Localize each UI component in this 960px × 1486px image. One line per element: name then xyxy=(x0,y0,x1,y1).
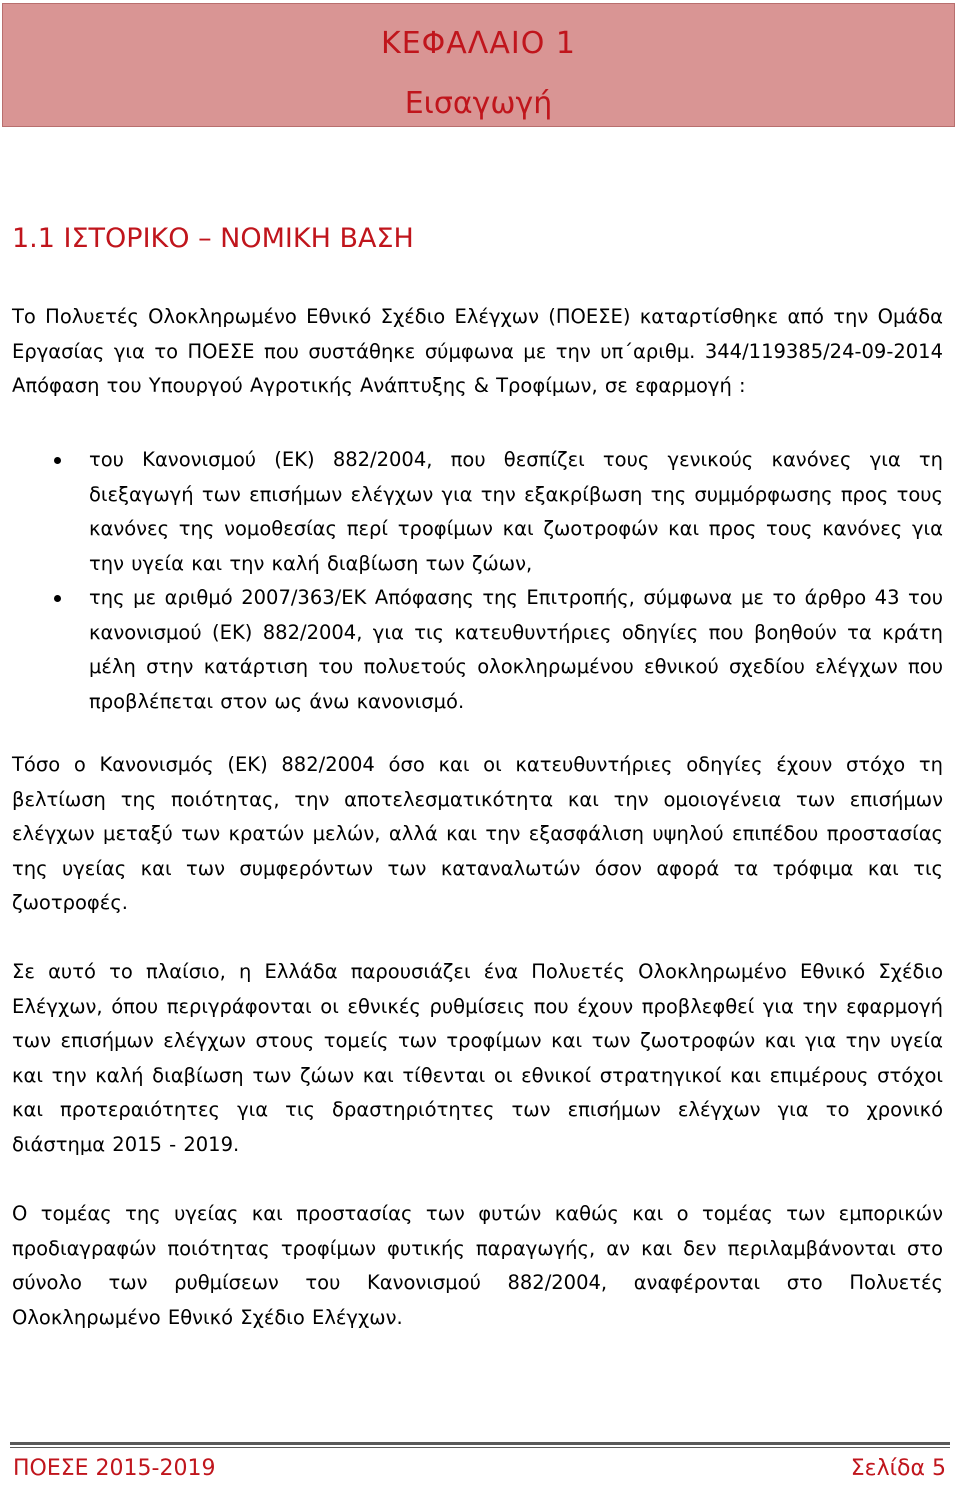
paragraph-framework: Σε αυτό το πλαίσιο, η Ελλάδα παρουσιάζει ένα Πολυετές Ολοκληρωμένο Εθνικό Σχέδιο Ελέγχων, όπου περιγράφονται οι εθνικές ρυθμίσεις που έχουν προβλεφθεί για την εφαρμογή των επισήμων ελέγχων στους τομείς των τροφίμων και των ζωοτροφών και για την υγεία και την καλή διαβίωση των ζώων και τίθενται οι εθνικοί στρατηγικοί και επιμέρους στόχοι και προτεραιότητες για τις δραστηριότητες των επισήμων ελέγχων για το χρονικό διάστημα 2015 - 2019. xyxy=(12,960,943,1156)
footer-document-title: ΠΟΕΣΕ 2015-2019 xyxy=(13,1456,216,1481)
bullet-item xyxy=(12,443,943,581)
footer-page-number: Σελίδα 5 xyxy=(850,1456,946,1481)
paragraph-plant-health: Ο τομέας της υγείας και προστασίας των φυτών καθώς και ο τομέας των εμπορικών προδιαγραφών ποιότητας τροφίμων φυτικής παραγωγής, αν και δεν περιλαμβάνονται στο σύνολο των ρυθμίσεων του Κανονισμού 882/2004, αναφέρονται στο Πολυετές Ολοκληρωμένο Εθνικό Σχέδιο Ελέγχων. xyxy=(12,1202,943,1329)
paragraph-intro: Το Πολυετές Ολοκληρωμένο Εθνικό Σχέδιο Ελέγχων (ΠΟΕΣΕ) καταρτίσθηκε από την Ομάδα Εργασίας για το ΠΟΕΣΕ που συστάθηκε σύμφωνα με την υπ΄αριθμ. 344/119385/24-09-2014 Απόφαση του Υπουργού Αγροτικής Ανάπτυξης & Τροφίμων, σε εφαρμογή : xyxy=(12,305,943,397)
bullet-list xyxy=(12,443,943,719)
bullet-text: της με αριθμό 2007/363/ΕΚ Απόφασης της Επιτροπής, σύμφωνα με το άρθρο 43 του κανονισμού (ΕΚ) 882/2004, για τις κατευθυντήριες οδηγίες που βοηθούν τα κράτη μέλη στην κατάρτιση του πολυετούς ολοκληρωμένου εθνικού σχεδίου ελέγχων που προβλέπεται στον ως άνω κανονισμό. xyxy=(89,586,943,713)
chapter-title: ΚΕΦΑΛΑΙΟ 1 xyxy=(381,26,576,61)
bullet-dot-icon xyxy=(54,595,61,602)
chapter-header-box xyxy=(2,3,955,127)
section-heading: 1.1 ΙΣΤΟΡΙΚΟ – ΝΟΜΙΚΗ ΒΑΣΗ xyxy=(12,223,414,254)
paragraph-objectives: Τόσο ο Κανονισμός (ΕΚ) 882/2004 όσο και οι κατευθυντήριες οδηγίες έχουν στόχο τη βελτίωση της ποιότητας, την αποτελεσματικότητα και την ομοιογένεια των επισήμων ελέγχων μεταξύ των κρατών μελών, αλλά και την εξασφάλιση υψηλού επιπέδου προστασίας της υγείας και των συμφερόντων των καταναλωτών όσον αφορά τα τρόφιμα και τις ζωοτροφές. xyxy=(12,753,943,914)
footer-divider-thick xyxy=(10,1442,950,1445)
bullet-item xyxy=(12,581,943,719)
footer-divider-thin xyxy=(10,1447,950,1448)
bullet-text: του Κανονισμού (ΕΚ) 882/2004, που θεσπίζει τους γενικούς κανόνες για τη διεξαγωγή των επισήμων ελέγχων για την εξακρίβωση της συμμόρφωσης προς τους κανόνες της νομοθεσίας περί τροφίμων και ζωοτροφών και προς τους κανόνες για την υγεία και την καλή διαβίωση των ζώων, xyxy=(89,448,943,575)
bullet-dot-icon xyxy=(54,457,61,464)
chapter-subtitle: Εισαγωγή xyxy=(404,86,553,121)
